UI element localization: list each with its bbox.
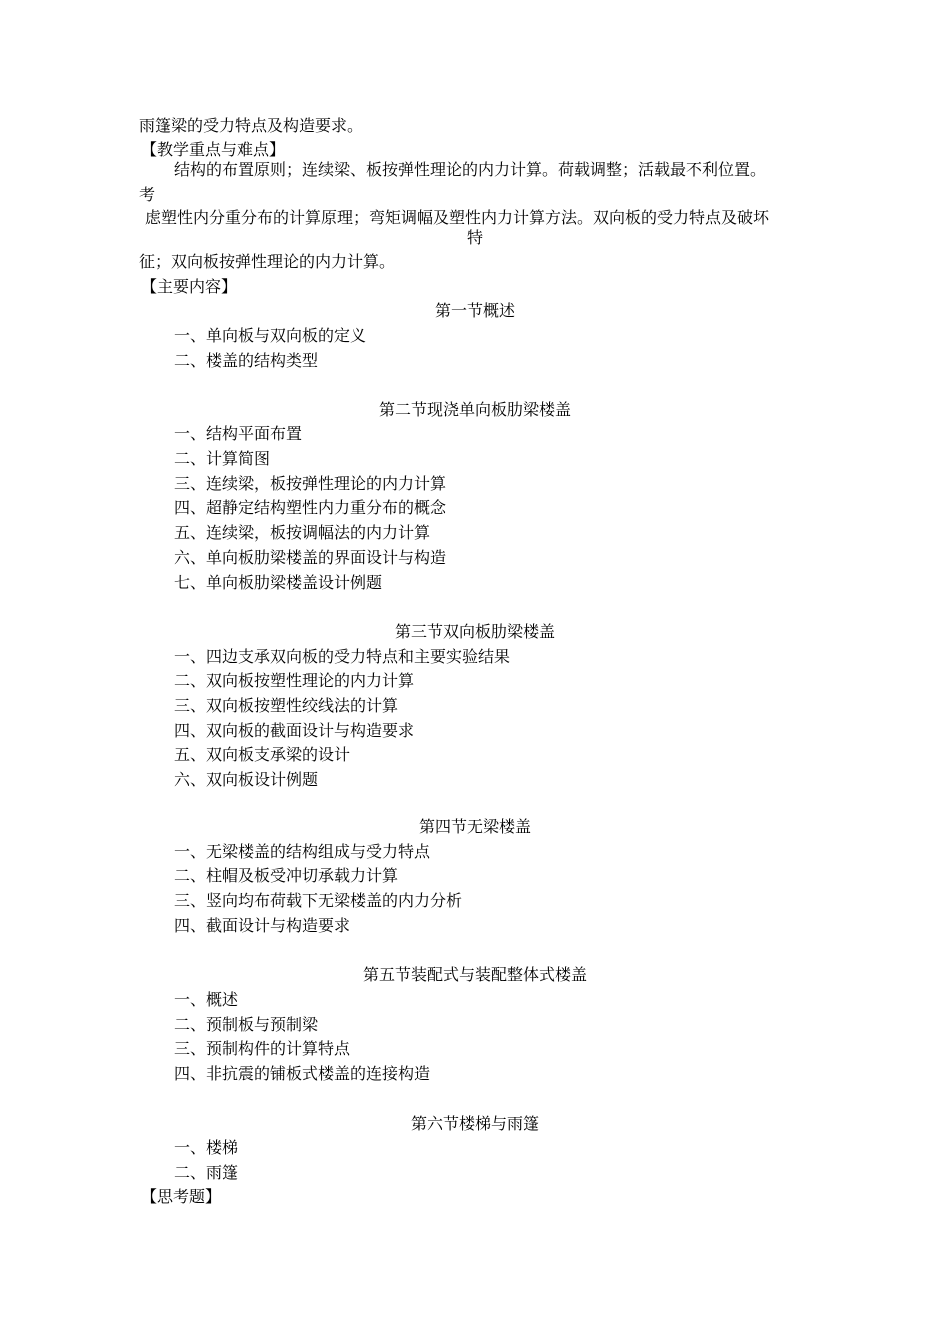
section-title: 第一节概述 (434, 301, 515, 320)
list-item: 三、双向板按塑性绞线法的计算 (174, 696, 399, 715)
list-item: 四、超静定结构塑性内力重分布的概念 (174, 498, 447, 517)
key-points-line-1: 结构的布置原则；连续梁、板按弹性理论的内力计算。荷载调整；活载最不利位置。 (174, 160, 767, 179)
list-item: 一、楼梯 (174, 1138, 239, 1157)
section-title: 第六节楼梯与雨篷 (410, 1114, 539, 1133)
section-title: 第二节现浇单向板肋梁楼盖 (378, 400, 571, 419)
list-item: 二、计算简图 (174, 449, 271, 468)
main-content-heading: 【主要内容】 (141, 277, 238, 296)
list-item: 一、单向板与双向板的定义 (174, 326, 367, 345)
list-item: 五、双向板支承梁的设计 (174, 745, 351, 764)
key-points-line-2: 虑塑性内分重分布的计算原理；弯矩调幅及塑性内力计算方法。双向板的受力特点及破坏 (145, 208, 770, 227)
list-item: 三、连续梁，板按弹性理论的内力计算 (174, 474, 447, 493)
list-item: 四、非抗震的铺板式楼盖的连接构造 (174, 1064, 431, 1083)
list-item: 一、概述 (174, 990, 239, 1009)
list-item: 一、四边支承双向板的受力特点和主要实验结果 (174, 647, 511, 666)
list-item: 一、结构平面布置 (174, 424, 303, 443)
list-item: 二、预制板与预制梁 (174, 1015, 319, 1034)
list-item: 二、雨篷 (174, 1163, 239, 1182)
list-item: 四、截面设计与构造要求 (174, 916, 351, 935)
list-item: 七、单向板肋梁楼盖设计例题 (174, 573, 383, 592)
list-item: 三、竖向均布荷载下无梁楼盖的内力分析 (174, 891, 463, 910)
questions-heading: 【思考题】 (141, 1187, 222, 1206)
key-points-line-1-wrap: 考 (139, 185, 156, 204)
list-item: 一、无梁楼盖的结构组成与受力特点 (174, 842, 431, 861)
intro-line: 雨篷梁的受力特点及构造要求。 (139, 116, 364, 135)
key-points-line-2-wrap: 特 (466, 228, 483, 247)
section-title: 第四节无梁楼盖 (418, 817, 531, 836)
list-item: 二、双向板按塑性理论的内力计算 (174, 671, 415, 690)
list-item: 四、双向板的截面设计与构造要求 (174, 721, 415, 740)
list-item: 二、柱帽及板受冲切承载力计算 (174, 866, 399, 885)
section-title: 第五节装配式与装配整体式楼盖 (362, 965, 587, 984)
list-item: 二、楼盖的结构类型 (174, 351, 319, 370)
key-points-line-3: 征；双向板按弹性理论的内力计算。 (139, 252, 396, 271)
list-item: 六、双向板设计例题 (174, 770, 319, 789)
list-item: 五、连续梁，板按调幅法的内力计算 (174, 523, 431, 542)
section-title: 第三节双向板肋梁楼盖 (394, 622, 555, 641)
list-item: 三、预制构件的计算特点 (174, 1039, 351, 1058)
list-item: 六、单向板肋梁楼盖的界面设计与构造 (174, 548, 447, 567)
key-points-heading: 【教学重点与难点】 (141, 140, 286, 159)
